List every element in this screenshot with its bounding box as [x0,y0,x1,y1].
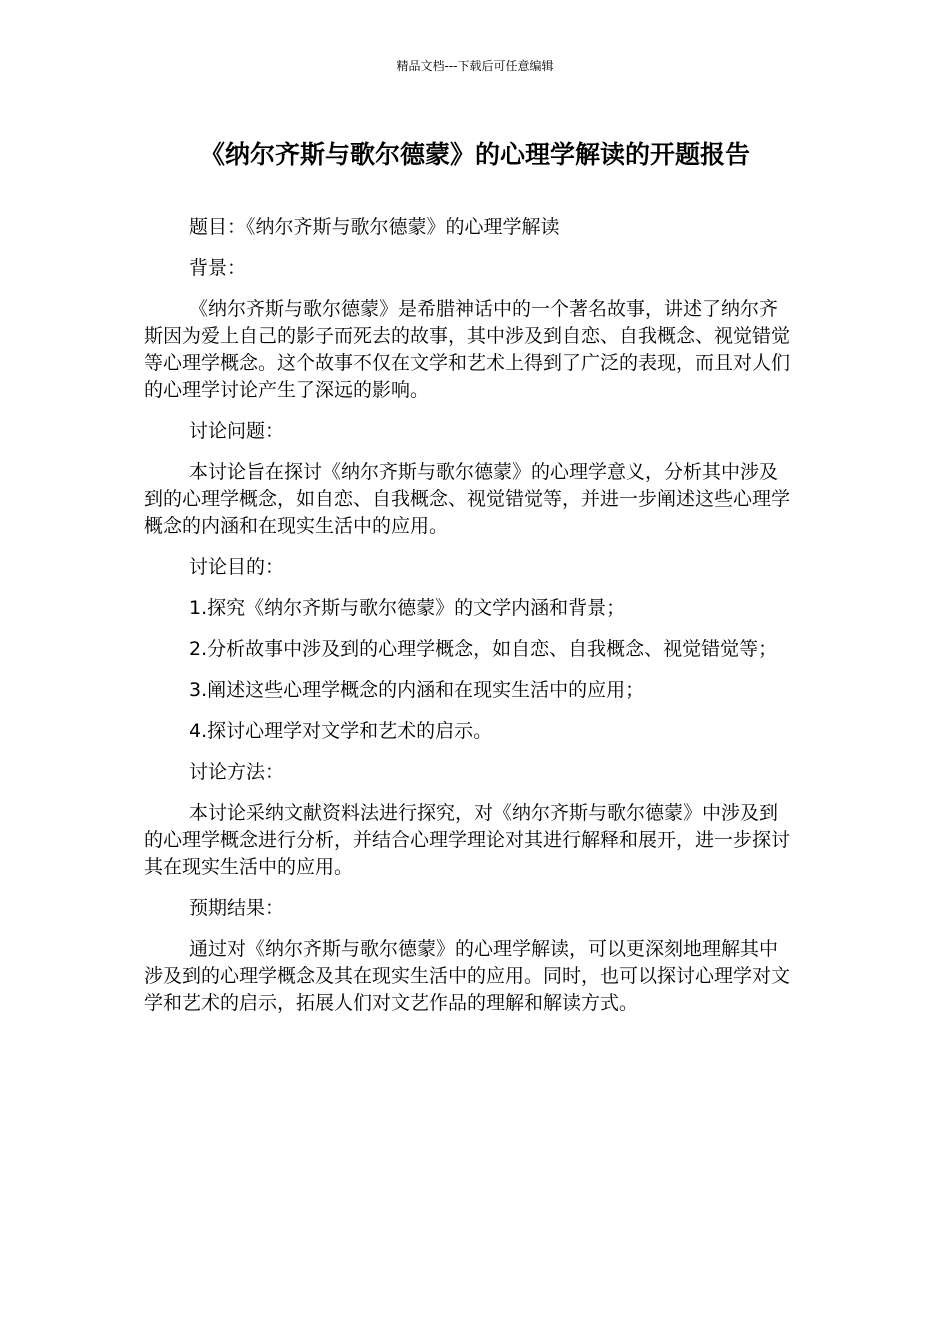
document-body [144,214,794,1031]
list-item-purpose-2: 2.分析故事中涉及到的心理学概念，如自恋、自我概念、视觉错觉等； [189,638,778,660]
list-item-purpose-4: 4.探讨心理学对文学和艺术的启示。 [189,720,493,742]
document-title: 《纳尔齐斯与歌尔德蒙》的心理学解读的开题报告 [199,140,750,169]
heading-background: 背景： [189,257,247,279]
paragraph-background: 《纳尔齐斯与歌尔德蒙》是希腊神话中的一个著名故事，讲述了纳尔齐斯因为爱上自己的影子而死去的故事，其中涉及到自恋、自我概念、视觉错觉等心理学概念。这个故事不仅在文学和艺术上得到了广泛的表现，而且对人们的心理学讨论产生了深远的影响。 [144,298,791,401]
heading-discussion-purpose: 讨论目的： [189,556,285,578]
heading-discussion-method: 讨论方法： [189,761,285,783]
list-item-purpose-1: 1.探究《纳尔齐斯与歌尔德蒙》的文学内涵和背景； [189,597,626,619]
paragraph-discussion-question: 本讨论旨在探讨《纳尔齐斯与歌尔德蒙》的心理学意义，分析其中涉及到的心理学概念，如自恋、自我概念、视觉错觉等，并进一步阐述这些心理学概念的内涵和在现实生活中的应用。 [144,461,791,537]
paragraph-expected-results: 通过对《纳尔齐斯与歌尔德蒙》的心理学解读，可以更深刻地理解其中涉及到的心理学概念及其在现实生活中的应用。同时，也可以探讨心理学对文学和艺术的启示，拓展人们对文艺作品的理解和解读方式。 [144,938,791,1014]
list-item-purpose-3: 3.阐述这些心理学概念的内涵和在现实生活中的应用； [189,679,645,701]
paragraph-discussion-method: 本讨论采纳文献资料法进行探究，对《纳尔齐斯与歌尔德蒙》中涉及到的心理学概念进行分析，并结合心理学理论对其进行解释和展开，进一步探讨其在现实生活中的应用。 [144,802,791,878]
paragraph-topic: 题目：《纳尔齐斯与歌尔德蒙》的心理学解读 [189,216,560,238]
page-header: 精品文档---下载后可任意编辑 [396,59,554,73]
heading-discussion-question: 讨论问题： [189,420,285,442]
heading-expected-results: 预期结果： [189,897,285,919]
